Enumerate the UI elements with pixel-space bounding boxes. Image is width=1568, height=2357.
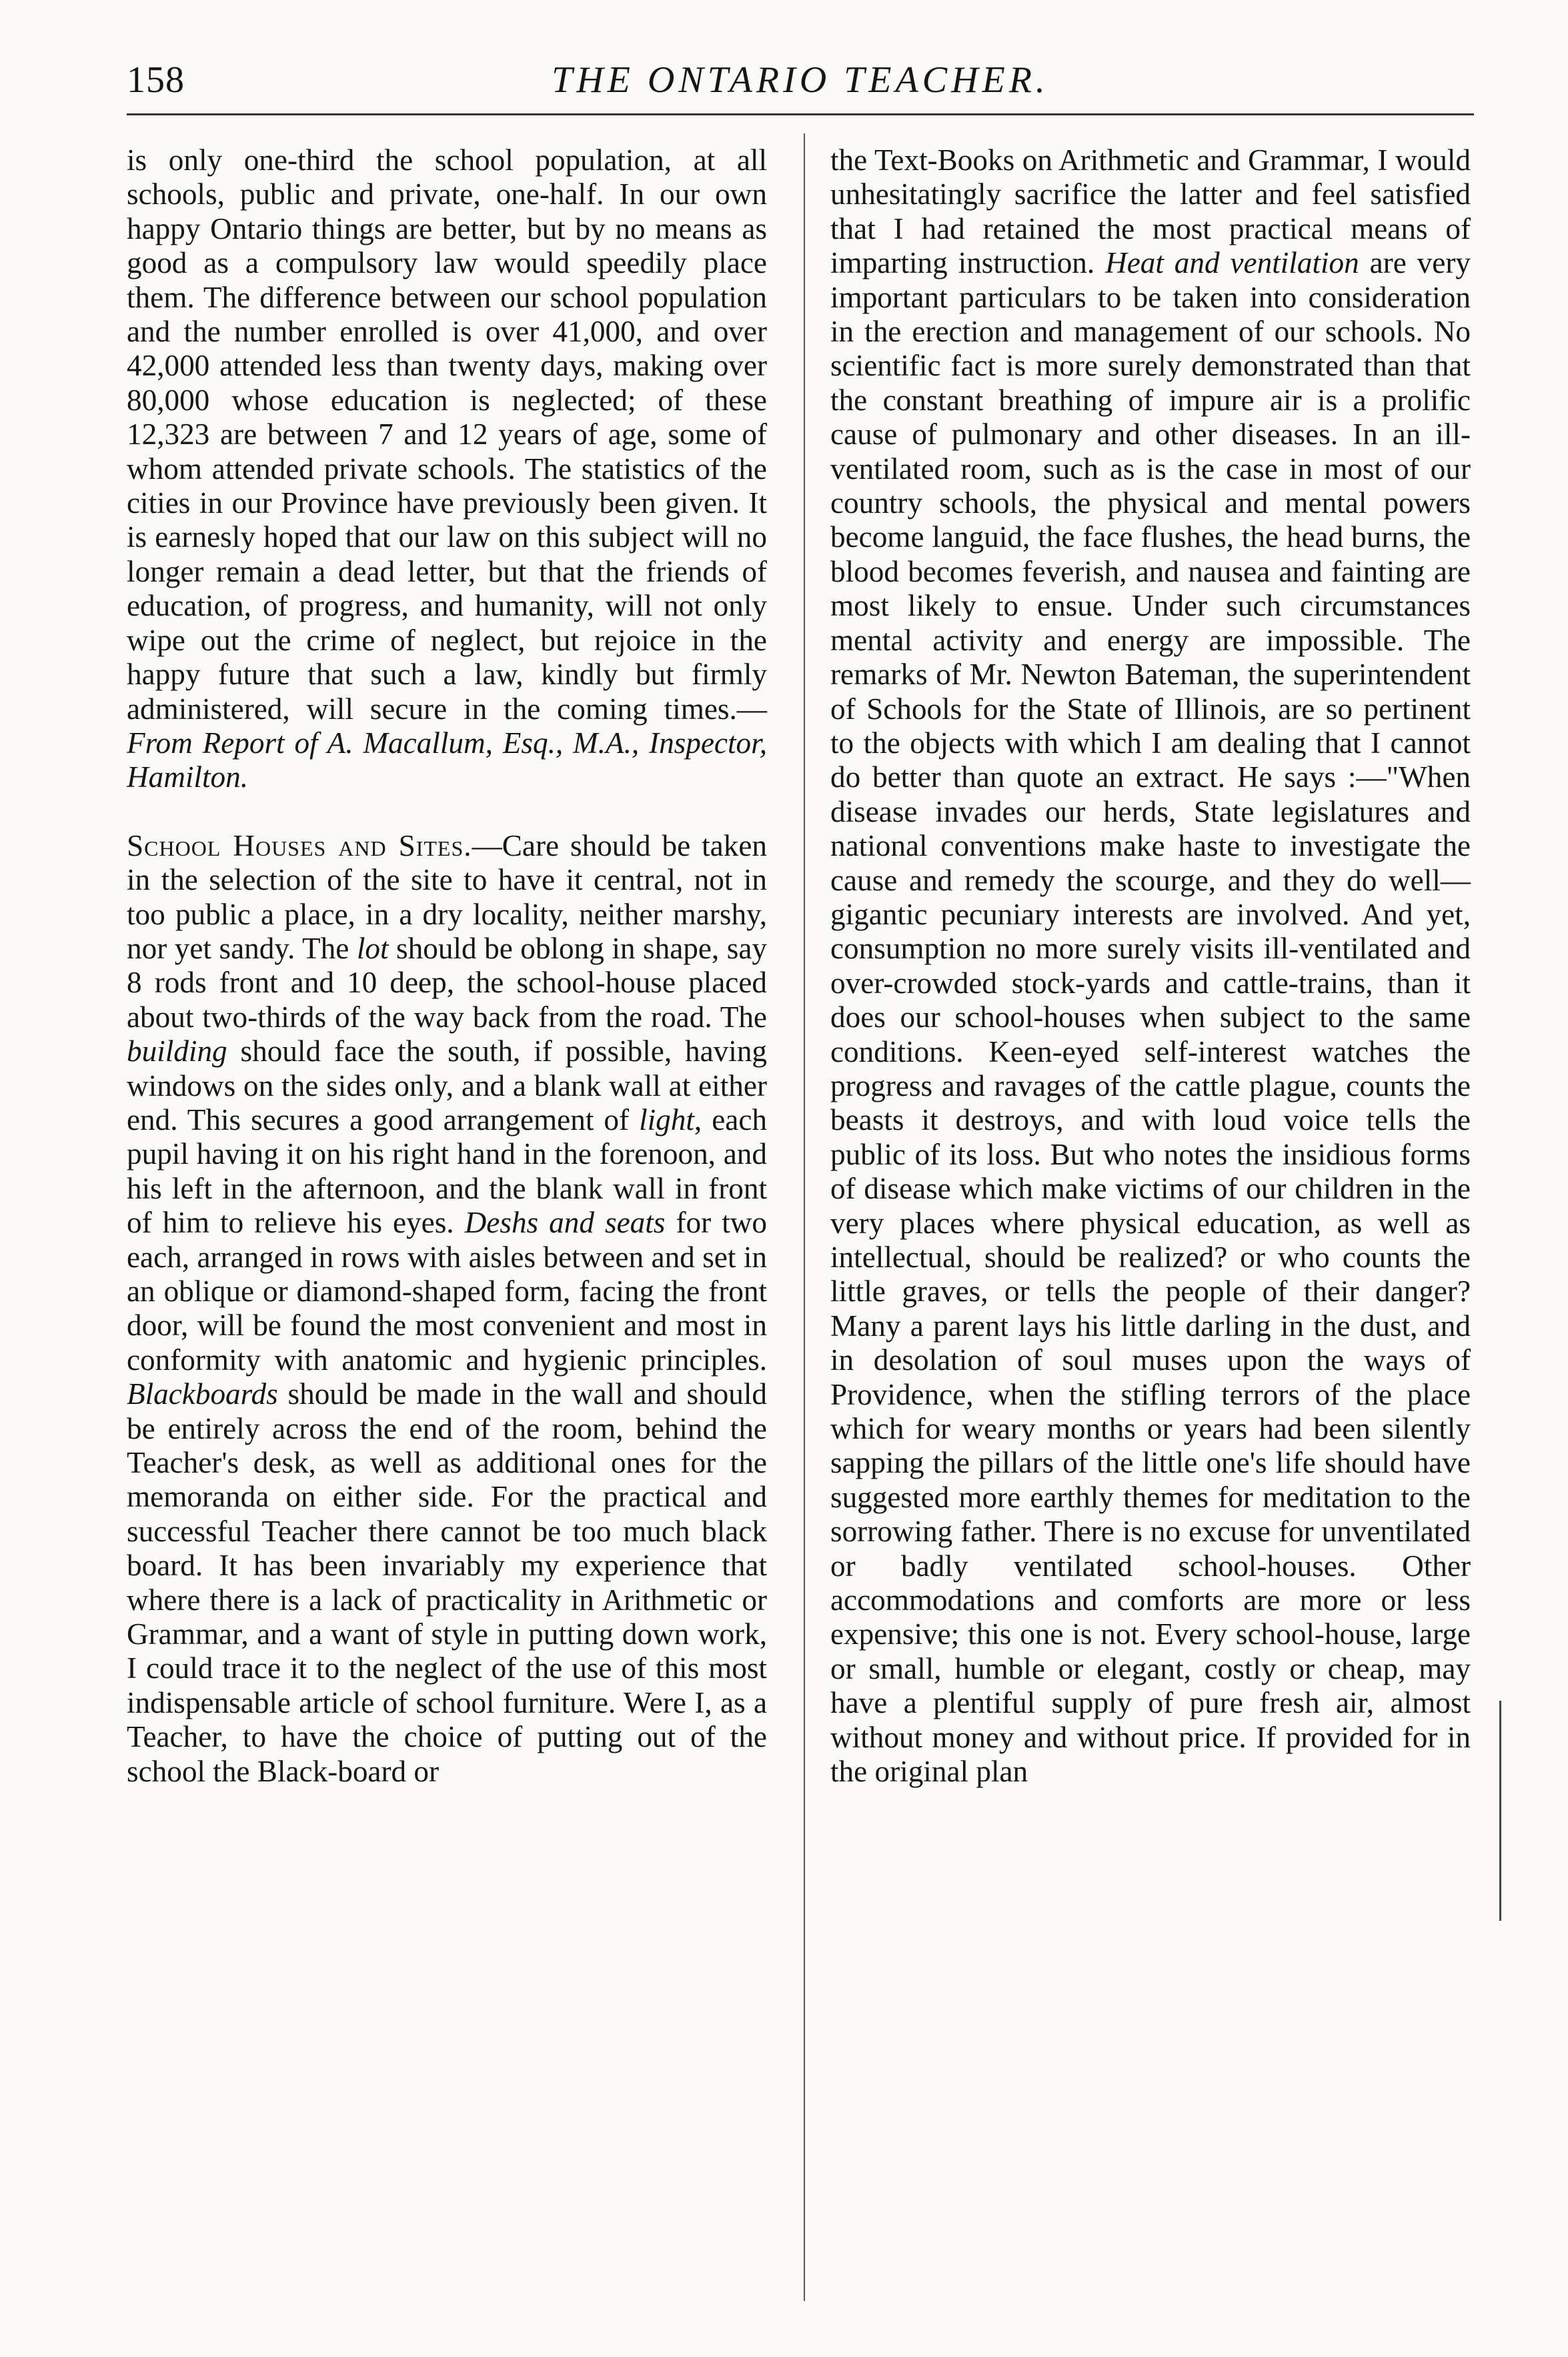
paragraph-text: , each pupil having it on his right hand in the forenoon, and his left in the afternoon, and the blank wall in front of him to relieve his eyes.	[127, 1102, 768, 1240]
emphasis-term: lot	[356, 931, 389, 965]
emphasis-term: Deshs and seats	[464, 1206, 666, 1240]
emphasis-term: Heat and ventilation	[1105, 246, 1359, 280]
emphasis-term: Blackboards	[127, 1377, 278, 1411]
page-header	[127, 47, 1474, 120]
paragraph-continued	[830, 143, 1471, 1789]
paragraph-compulsory-education	[127, 143, 767, 795]
paragraph-text: should face the south, if possible, having windows on the sides only, and a blank wall at either end. This secures a good arrangement of	[127, 1034, 767, 1136]
section-heading: School Houses and Sites.	[127, 828, 472, 862]
paragraph-text: —Care should be taken in the selection of the site to have it central, not in too public a place, in a dry locality, neither marshy, nor yet sandy. The	[127, 828, 767, 965]
paragraph-text: are very important particulars to be taken into consideration in the erection and management of our schools. No scientific fact is more surely demonstrated than that the constant breathing of impure air is a prolific cause of pulmonary and other diseases. In an ill-ventilated room, such as is the case in most of our country schools, the physical and mental powers become languid, the face flushes, the head burns, the blood becomes feverish, and nausea and fainting are most likely to ensue. Under such circumstances mental activity and energy are impossible. The remarks of Mr. Newton Bateman, the superintendent of Schools for the State of Illinois, are so pertinent to the objects with which I am dealing that I cannot do better than quote an extract. He says :—"When disease invades our herds, State legislatures and national conventions make haste to investigate the cause and remedy the scourge, and they do well—gigantic pecuniary interests are involved. And yet, consumption no more surely visits ill-ventilated and over-crowded stock-yards and cattle-trains, than it does our school-houses when subject to the same conditions. Keen-eyed self-interest watches the progress and ravages of the cattle plague, counts the beasts it destroys, and with loud voice tells the public of its loss. But who notes the insidious forms of disease which make victims of our children in the very places where physical education, as well as intellectual, should be realized? or who counts the little graves, or tells the people of their danger? Many a parent lays his little darling in the dust, and in desolation of soul muses upon the ways of Providence, when the stifling terrors of the place which for weary months or years had been silently sapping the pillars of the little one's life should have suggested more earthly themes for meditation to the sorrowing father. There is no excuse for unventilated or badly ventilated school-houses. Other accommodations and comforts are more or less expensive; this one is not. Every school-house, large or small, humble or elegant, costly or cheap, may have a plentiful supply of pure fresh air, almost without money and without price. If provided for in the original plan	[830, 246, 1471, 1789]
running-title: THE ONTARIO TEACHER.	[552, 59, 1049, 101]
page-number: 158	[127, 59, 185, 101]
header-rule	[127, 113, 1474, 115]
emphasis-term: light	[639, 1102, 694, 1136]
margin-mark	[1499, 1701, 1501, 1921]
attribution: From Report of A. Macallum, Esq., M.A., Inspector, Hamilton.	[127, 726, 767, 794]
paragraph-text: is only one-third the school population, at all schools, public and private, one-half. In our own happy Ontario things are better, but by no means as good as a compulsory law would speedily place them. The difference between our school population and the number enrolled is over 41,000, and over 42,000 attended less than twenty days, making over 80,000 whose education is neglected; of these 12,323 are between 7 and 12 years of age, some of whom attended private schools. The statistics of the cities in our Province have previously been given. It is earnesly hoped that our law on this subject will no longer remain a dead letter, but that the friends of education, of progress, and humanity, will not only wipe out the crime of neglect, but rejoice in the happy future that such a law, kindly but firmly administered, will secure in the coming times.—	[127, 143, 767, 726]
left-column	[127, 143, 767, 1789]
paragraph-text: for two each, arranged in rows with aisles between and set in an oblique or diamond-shaped form, facing the front door, will be found the most convenient and most in conformity with anatomic and hygienic principles.	[127, 1206, 767, 1377]
paragraph-school-houses	[127, 829, 767, 1789]
paragraph-text: should be oblong in shape, say 8 rods front and 10 deep, the school-house placed about two-thirds of the way back from the road. The	[127, 931, 767, 1034]
column-divider	[804, 133, 805, 2301]
paragraph-text: should be made in the wall and should be entirely across the end of the room, behind the Teacher's desk, as well as additional ones for the memoranda on either side. For the practical and successful Teacher there cannot be too much black board. It has been invariably my experience that where there is a lack of practicality in Arithmetic or Grammar, and a want of style in putting down work, I could trace it to the neglect of the use of this most indispensable article of school furniture. Were I, as a Teacher, to have the choice of putting out of the school the Black-board or	[127, 1377, 767, 1788]
right-column	[830, 143, 1471, 1789]
paragraph-text: the Text-Books on Arithmetic and Grammar, I would unhesitatingly sacrifice the latter and feel satisfied that I had retained the most practical means of imparting instruction.	[830, 143, 1471, 280]
emphasis-term: building	[127, 1034, 227, 1068]
